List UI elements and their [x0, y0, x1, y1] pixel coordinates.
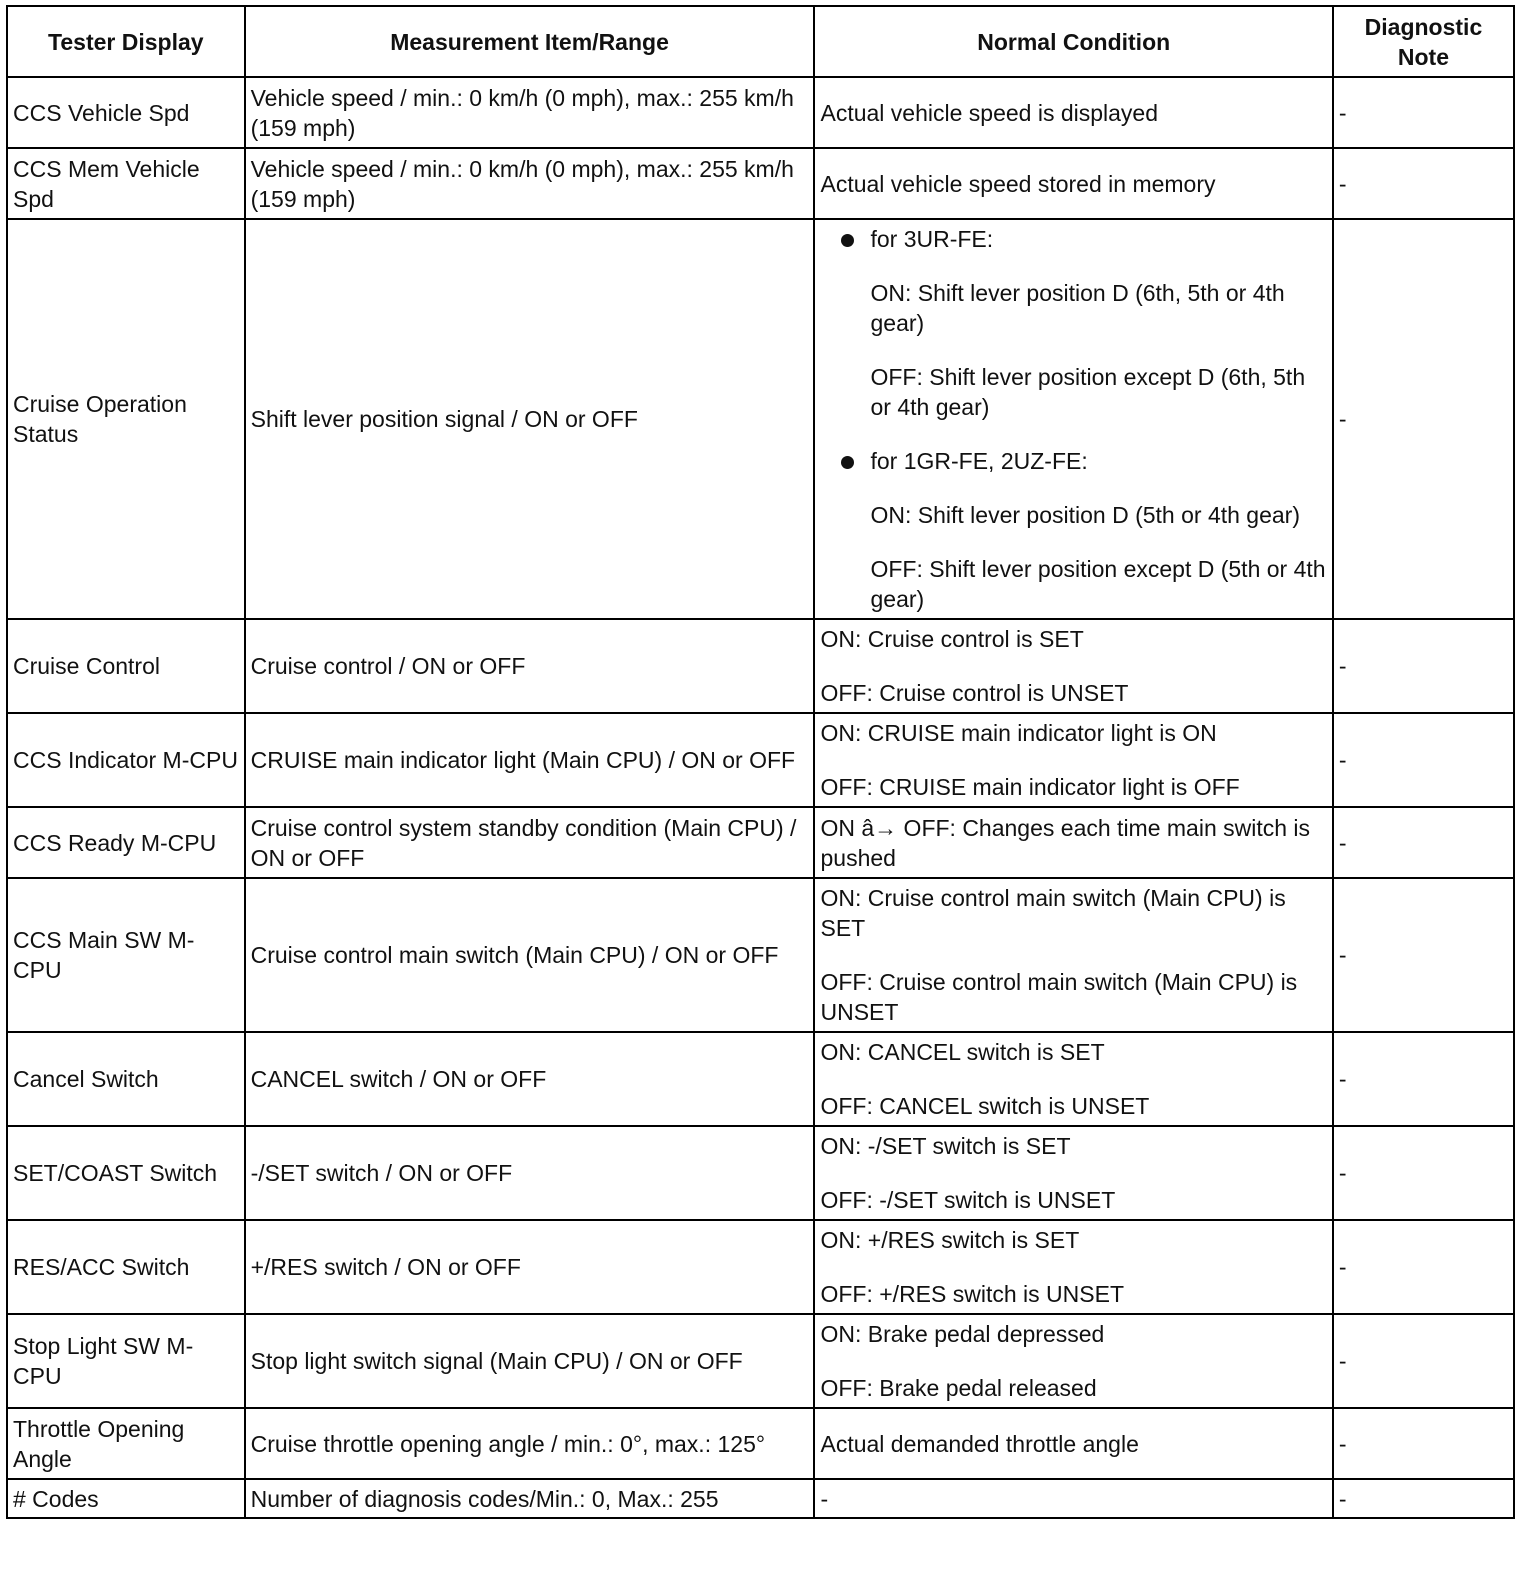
table-row: [7, 77, 1514, 148]
bullet-dot-icon: [841, 234, 854, 247]
table-row: [7, 619, 1514, 713]
table-row: [7, 807, 1514, 878]
condition-cell: Actual vehicle speed is displayed: [814, 77, 1332, 148]
table-row: [7, 219, 1514, 619]
condition-cell: [814, 219, 1332, 619]
measurement-cell: Number of diagnosis codes/Min.: 0, Max.: 255: [245, 1479, 815, 1518]
note-cell: -: [1333, 1032, 1514, 1126]
note-cell: -: [1333, 1314, 1514, 1408]
condition-on-text: ON: Cruise control main switch (Main CPU) is SET: [820, 885, 1286, 941]
table-header-row: [7, 6, 1514, 77]
header-tester-display: Tester Display: [7, 6, 245, 77]
condition-cell: ON â→ OFF: Changes each time main switch is pushed: [814, 807, 1332, 878]
measurement-cell: Vehicle speed / min.: 0 km/h (0 mph), max.: 255 km/h (159 mph): [245, 148, 815, 219]
condition-off-text: OFF: CRUISE main indicator light is OFF: [820, 774, 1240, 800]
condition-off-text: OFF: CANCEL switch is UNSET: [820, 1093, 1150, 1119]
condition-on-text: ON: Brake pedal depressed: [820, 1321, 1105, 1347]
tester-display-cell: Cancel Switch: [7, 1032, 245, 1126]
condition-on-text: ON: Cruise control is SET: [820, 626, 1084, 652]
bullet-on-text: ON: Shift lever position D (5th or 4th gear): [870, 502, 1301, 528]
bullet-off-text: OFF: Shift lever position except D (5th or 4th gear): [870, 556, 1326, 612]
table-row: [7, 713, 1514, 807]
measurement-cell: Cruise throttle opening angle / min.: 0°, max.: 125°: [245, 1408, 815, 1479]
condition-cell: Actual vehicle speed stored in memory: [814, 148, 1332, 219]
table-row: [7, 1408, 1514, 1479]
condition-on-text: ON: CANCEL switch is SET: [820, 1039, 1105, 1065]
condition-cell: [814, 1314, 1332, 1408]
header-measurement-item: Measurement Item/Range: [245, 6, 815, 77]
table-row: [7, 1032, 1514, 1126]
bullet-label: for 1GR-FE, 2UZ-FE:: [870, 448, 1088, 474]
tester-display-cell: SET/COAST Switch: [7, 1126, 245, 1220]
tester-display-cell: CCS Ready M-CPU: [7, 807, 245, 878]
measurement-cell: Cruise control main switch (Main CPU) / ON or OFF: [245, 878, 815, 1032]
condition-cell: [814, 1220, 1332, 1314]
measurement-cell: Stop light switch signal (Main CPU) / ON or OFF: [245, 1314, 815, 1408]
tester-display-cell: CCS Mem Vehicle Spd: [7, 148, 245, 219]
note-cell: -: [1333, 1408, 1514, 1479]
condition-on-text: ON: +/RES switch is SET: [820, 1227, 1080, 1253]
condition-on-text: ON: -/SET switch is SET: [820, 1133, 1071, 1159]
note-cell: -: [1333, 619, 1514, 713]
condition-bullet-list: [820, 220, 1326, 618]
note-cell: -: [1333, 807, 1514, 878]
tester-display-cell: CCS Vehicle Spd: [7, 77, 245, 148]
table-row: [7, 148, 1514, 219]
note-cell: -: [1333, 1220, 1514, 1314]
tester-display-cell: # Codes: [7, 1479, 245, 1518]
table-row: [7, 1126, 1514, 1220]
table-row: [7, 1479, 1514, 1518]
measurement-cell: CANCEL switch / ON or OFF: [245, 1032, 815, 1126]
measurement-cell: Shift lever position signal / ON or OFF: [245, 219, 815, 619]
tester-display-cell: Cruise Control: [7, 619, 245, 713]
note-cell: -: [1333, 219, 1514, 619]
header-diagnostic-note: Diagnostic Note: [1333, 6, 1514, 77]
tester-display-cell: Stop Light SW M-CPU: [7, 1314, 245, 1408]
tester-display-cell: CCS Main SW M-CPU: [7, 878, 245, 1032]
tester-display-cell: RES/ACC Switch: [7, 1220, 245, 1314]
condition-cell: [814, 1126, 1332, 1220]
bullet-item: [820, 446, 1326, 476]
condition-off-text: OFF: +/RES switch is UNSET: [820, 1281, 1124, 1307]
condition-on-text: ON: CRUISE main indicator light is ON: [820, 720, 1217, 746]
tester-display-cell: CCS Indicator M-CPU: [7, 713, 245, 807]
condition-off-text: OFF: -/SET switch is UNSET: [820, 1187, 1116, 1213]
measurement-cell: +/RES switch / ON or OFF: [245, 1220, 815, 1314]
condition-cell: -: [814, 1479, 1332, 1518]
bullet-on-text: ON: Shift lever position D (6th, 5th or 4th gear): [870, 280, 1285, 336]
data-list-table: [6, 5, 1515, 1519]
note-cell: -: [1333, 713, 1514, 807]
condition-cell: [814, 619, 1332, 713]
condition-cell: Actual demanded throttle angle: [814, 1408, 1332, 1479]
measurement-cell: Cruise control system standby condition (Main CPU) / ON or OFF: [245, 807, 815, 878]
measurement-cell: -/SET switch / ON or OFF: [245, 1126, 815, 1220]
tester-display-cell: Cruise Operation Status: [7, 219, 245, 619]
condition-cell: [814, 1032, 1332, 1126]
measurement-cell: Vehicle speed / min.: 0 km/h (0 mph), max.: 255 km/h (159 mph): [245, 77, 815, 148]
condition-cell: [814, 878, 1332, 1032]
note-cell: -: [1333, 878, 1514, 1032]
note-cell: -: [1333, 1479, 1514, 1518]
condition-off-text: OFF: Cruise control main switch (Main CPU) is UNSET: [820, 969, 1298, 1025]
table-row: [7, 1314, 1514, 1408]
table-row: [7, 878, 1514, 1032]
bullet-off-text: OFF: Shift lever position except D (6th, 5th or 4th gear): [870, 364, 1306, 420]
table-row: [7, 1220, 1514, 1314]
condition-off-text: OFF: Brake pedal released: [820, 1375, 1097, 1401]
bullet-dot-icon: [841, 456, 854, 469]
condition-off-text: OFF: Cruise control is UNSET: [820, 680, 1129, 706]
note-cell: -: [1333, 148, 1514, 219]
header-normal-condition: Normal Condition: [814, 6, 1332, 77]
tester-display-cell: Throttle Opening Angle: [7, 1408, 245, 1479]
measurement-cell: CRUISE main indicator light (Main CPU) / ON or OFF: [245, 713, 815, 807]
note-cell: -: [1333, 1126, 1514, 1220]
bullet-label: for 3UR-FE:: [870, 226, 994, 252]
condition-cell: [814, 713, 1332, 807]
bullet-item: [820, 224, 1326, 254]
measurement-cell: Cruise control / ON or OFF: [245, 619, 815, 713]
note-cell: -: [1333, 77, 1514, 148]
